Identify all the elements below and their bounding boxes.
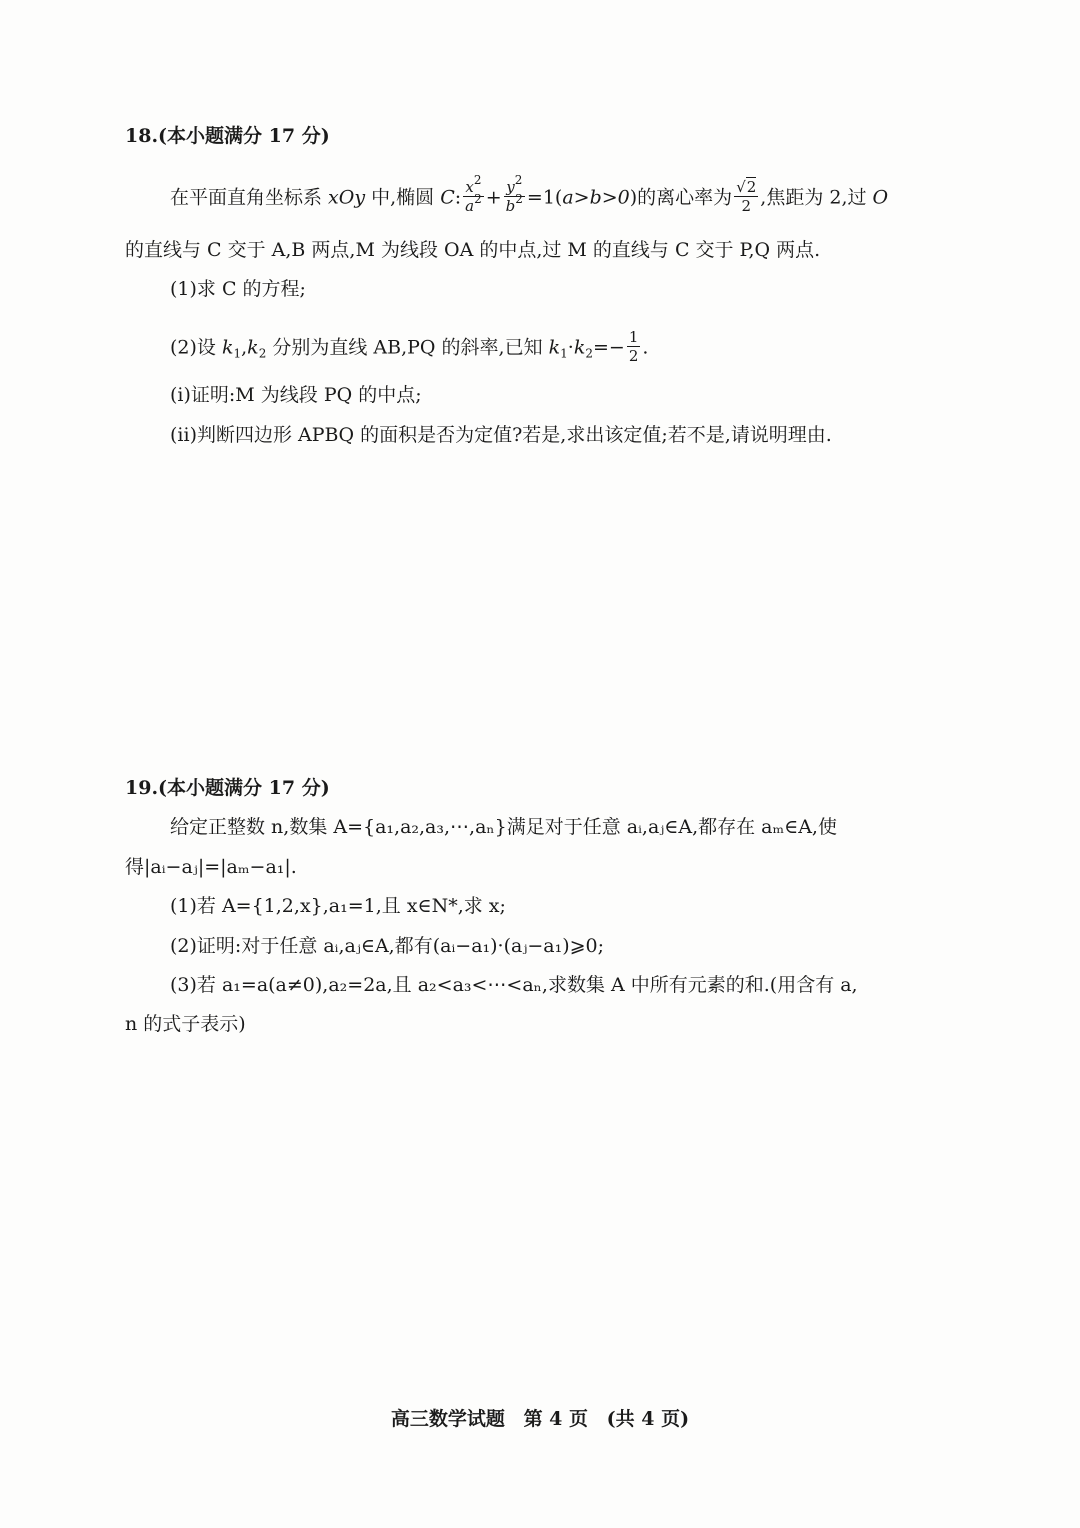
footer-page-number: 第 4 页: [523, 1408, 589, 1430]
question-18-part2: (2)设 $k_1,k_2$ 分别为直线 AB,PQ 的斜率,已知 $k_1\cdot k_2=-$ $\frac{1}{2}$ .: [170, 328, 649, 365]
intro-text-a: 在平面直角坐标系: [170, 186, 329, 209]
focal-text: ,焦距为 2,过: [760, 186, 873, 209]
question-18-header: 18.(本小题满分 17 分): [125, 125, 330, 147]
fraction-x2-a2: $\frac{x^2}{a^2}$: [465, 173, 482, 215]
ellipse-name: C: [440, 186, 455, 209]
fraction-one-half: $\frac{1}{2}$: [628, 328, 639, 365]
question-18-intro: 在平面直角坐标系 xOy 中,椭圆 C: $\frac{x^2}{a^2}$ + $\frac{y^2}{b^2}$ =1(a>b>0)的离心率为 $\frac{√2}{2}$ ,焦距为 2,过 O: [170, 173, 889, 215]
question-19-part1: (1)若 A={1,2,x},a₁=1,且 x∈N*,求 x;: [170, 895, 506, 917]
question-18-part-ii: (ii)判断四边形 APBQ 的面积是否为定值?若是,求出该定值;若不是,请说明理由.: [170, 424, 832, 446]
question-18-part-i: (i)证明:M 为线段 PQ 的中点;: [170, 384, 422, 406]
question-19-part3-cont: n 的式子表示): [125, 1013, 246, 1035]
question-19-header: 19.(本小题满分 17 分): [125, 777, 330, 799]
colon: :: [454, 186, 462, 209]
fraction-sqrt2-over-2: $\frac{√2}{2}$: [736, 178, 757, 215]
question-19-part2: (2)证明:对于任意 aᵢ,aⱼ∈A,都有(aᵢ−a₁)·(aⱼ−a₁)⩾0;: [170, 935, 605, 957]
question-19-line1: 给定正整数 n,数集 A={a₁,a₂,a₃,⋯,aₙ}满足对于任意 aᵢ,aⱼ∈A,都存在 aₘ∈A,使: [170, 816, 837, 838]
page-footer: [0, 1404, 1080, 1431]
footer-total-pages: (共 4 页): [606, 1408, 690, 1430]
question-19-part3: (3)若 a₁=a(a≠0),a₂=2a,且 a₂<a₃<⋯<aₙ,求数集 A 中所有元素的和.(用含有 a,: [170, 974, 858, 996]
eccentricity-text: )的离心率为: [629, 186, 733, 209]
xoy-symbol: xOy: [328, 186, 366, 209]
fraction-y2-b2: $\frac{y^2}{b^2}$: [505, 173, 523, 215]
question-18-line2: 的直线与 C 交于 A,B 两点,M 为线段 OA 的中点,过 M 的直线与 C 交于 P,Q 两点.: [125, 239, 821, 261]
origin-symbol: O: [872, 186, 889, 209]
question-19-line2: 得|aᵢ−aⱼ|=|aₘ−a₁|.: [125, 856, 297, 878]
intro-text-b: 中,椭圆: [365, 186, 441, 209]
inequality: a>b>0: [562, 186, 630, 209]
question-18-part1: (1)求 C 的方程;: [170, 278, 306, 300]
equation-rest: =1(: [526, 186, 563, 209]
footer-title: 高三数学试题: [390, 1408, 505, 1430]
